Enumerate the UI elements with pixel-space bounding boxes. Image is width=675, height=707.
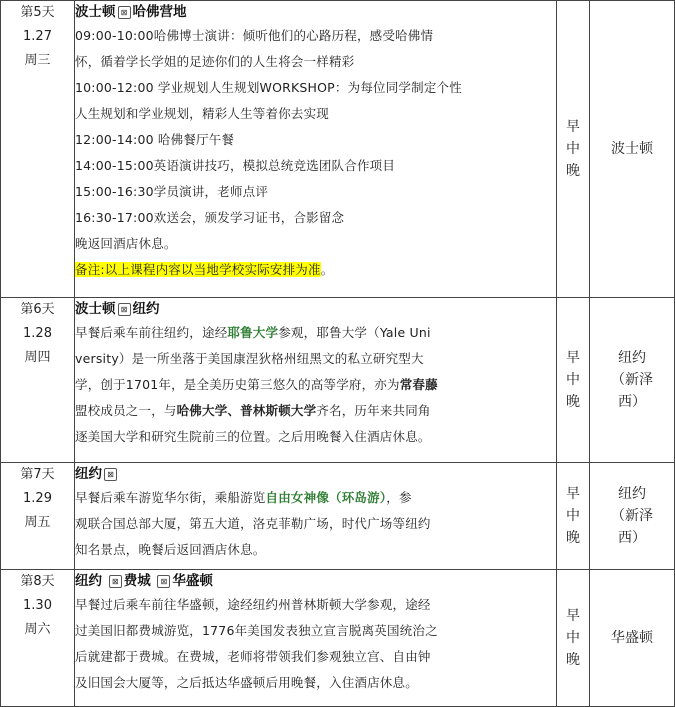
highlighted-note: 备注:以上课程内容以当地学校实际安排为准 [75, 262, 321, 277]
day-weekday: 周三 [24, 53, 51, 68]
itinerary-row [1, 1, 675, 298]
city-cell: 纽约 （新泽 西） [590, 298, 675, 463]
itinerary-row [1, 463, 675, 570]
description-line: 知名景点，晚餐后返回酒店休息。 [75, 542, 266, 557]
day-date: 1.28 [23, 326, 52, 341]
itinerary-row [1, 298, 675, 463]
day-number: 第8天 [20, 574, 55, 589]
description-line: 早餐后乘车游览华尔街，乘船游览自由女神像（环岛游），参 [75, 490, 412, 505]
meals-cell: 早 中 晚 [557, 463, 590, 570]
description-line: 后就建都于费城。在费城，老师将带领我们参观独立宫、自由钟 [75, 649, 431, 664]
schedule-line: 12:00-14:00 哈佛餐厅午餐 [75, 132, 235, 147]
description-line: 观联合国总部大厦，第五大道，洛克菲勒广场，时代广场等纽约 [75, 516, 431, 531]
highlight-term: 常春藤 [399, 377, 438, 392]
schedule-line: 怀，循着学长学姐的足迹你们的人生将会一样精彩 [75, 54, 355, 69]
city-cell: 纽约 （新泽 西） [590, 463, 675, 570]
activity-cell [75, 1, 557, 298]
day-number: 第7天 [20, 467, 55, 482]
note-line: 备注:以上课程内容以当地学校实际安排为准。 [75, 262, 334, 277]
route-title: 波士顿 ⊠ 哈佛营地 [75, 4, 187, 20]
description-line: 逐美国大学和研究生院前三的位置。之后用晚餐入住酒店休息。 [75, 429, 431, 444]
day-weekday: 周四 [24, 350, 51, 365]
transfer-icon: ⊠ [118, 6, 131, 19]
highlight-place: 耶鲁大学 [227, 325, 279, 340]
schedule-line: 16:30-17:00欢送会，颁发学习证书，合影留念 [75, 210, 345, 225]
day-cell [1, 463, 75, 570]
schedule-line: 14:00-15:00英语演讲技巧，模拟总统竞选团队合作项目 [75, 158, 396, 173]
activity-cell [75, 298, 557, 463]
day-date: 1.30 [23, 598, 52, 613]
day-date: 1.29 [23, 491, 52, 506]
transfer-icon: ⊠ [109, 575, 122, 588]
activity-cell [75, 570, 557, 707]
meals-cell: 早 中 晚 [557, 570, 590, 707]
schedule-line: 人生规划和学业规划，精彩人生等着你去实现 [75, 106, 330, 121]
day-number: 第6天 [20, 302, 55, 317]
transfer-icon: ⊠ [104, 468, 117, 481]
itinerary-row [1, 570, 675, 707]
description-line: 盟校成员之一，与哈佛大学、普林斯顿大学齐名，历年来共同角 [75, 403, 431, 418]
day-weekday: 周六 [24, 622, 51, 637]
route-title: 纽约 ⊠ [75, 463, 556, 485]
day-weekday: 周五 [24, 515, 51, 530]
schedule-line: 09:00-10:00哈佛博士演讲：倾听他们的心路历程，感受哈佛情 [75, 28, 434, 43]
description-line: 学，创于1701年，是全美历史第三悠久的高等学府，亦为常春藤 [75, 377, 438, 392]
meals-cell: 早 中 晚 [557, 298, 590, 463]
description-line: 过美国旧都费城游览，1776年美国发表独立宣言脱离英国统治之 [75, 623, 438, 638]
city-cell: 波士顿 [590, 1, 675, 298]
meals-cell: 早 中 晚 [557, 1, 590, 298]
schedule-line: 晚返回酒店休息。 [75, 236, 177, 251]
day-cell [1, 1, 75, 298]
transfer-icon: ⊠ [118, 303, 131, 316]
day-date: 1.27 [23, 29, 52, 44]
day-number: 第5天 [20, 5, 55, 20]
city-cell: 华盛顿 [590, 570, 675, 707]
schedule-line: 10:00-12:00 学业规划人生规划WORKSHOP：为每位同学制定个性 [75, 80, 462, 95]
day-cell [1, 570, 75, 707]
description-line: 早餐过后乘车前往华盛顿，途经纽约州普林斯顿大学参观，途经 [75, 597, 431, 612]
transfer-icon: ⊠ [157, 575, 170, 588]
description-line: versity）是一所坐落于美国康涅狄格州纽黑文的私立研究型大 [75, 351, 424, 366]
day-cell [1, 298, 75, 463]
highlight-term: 哈佛大学、普林斯顿大学 [176, 403, 317, 418]
highlight-place: 自由女神像（环岛游） [265, 490, 387, 505]
schedule-line: 15:00-16:30学员演讲，老师点评 [75, 184, 269, 199]
activity-cell [75, 463, 557, 570]
route-title: 纽约 ⊠ 费城 ⊠ 华盛顿 [75, 573, 213, 589]
description-line: 及旧国会大厦等，之后抵达华盛顿后用晚餐，入住酒店休息。 [75, 675, 418, 690]
route-title: 波士顿 ⊠ 纽约 [75, 301, 160, 317]
description-line: 早餐后乘车前往纽约，途经耶鲁大学参观，耶鲁大学（Yale Uni [75, 325, 431, 340]
